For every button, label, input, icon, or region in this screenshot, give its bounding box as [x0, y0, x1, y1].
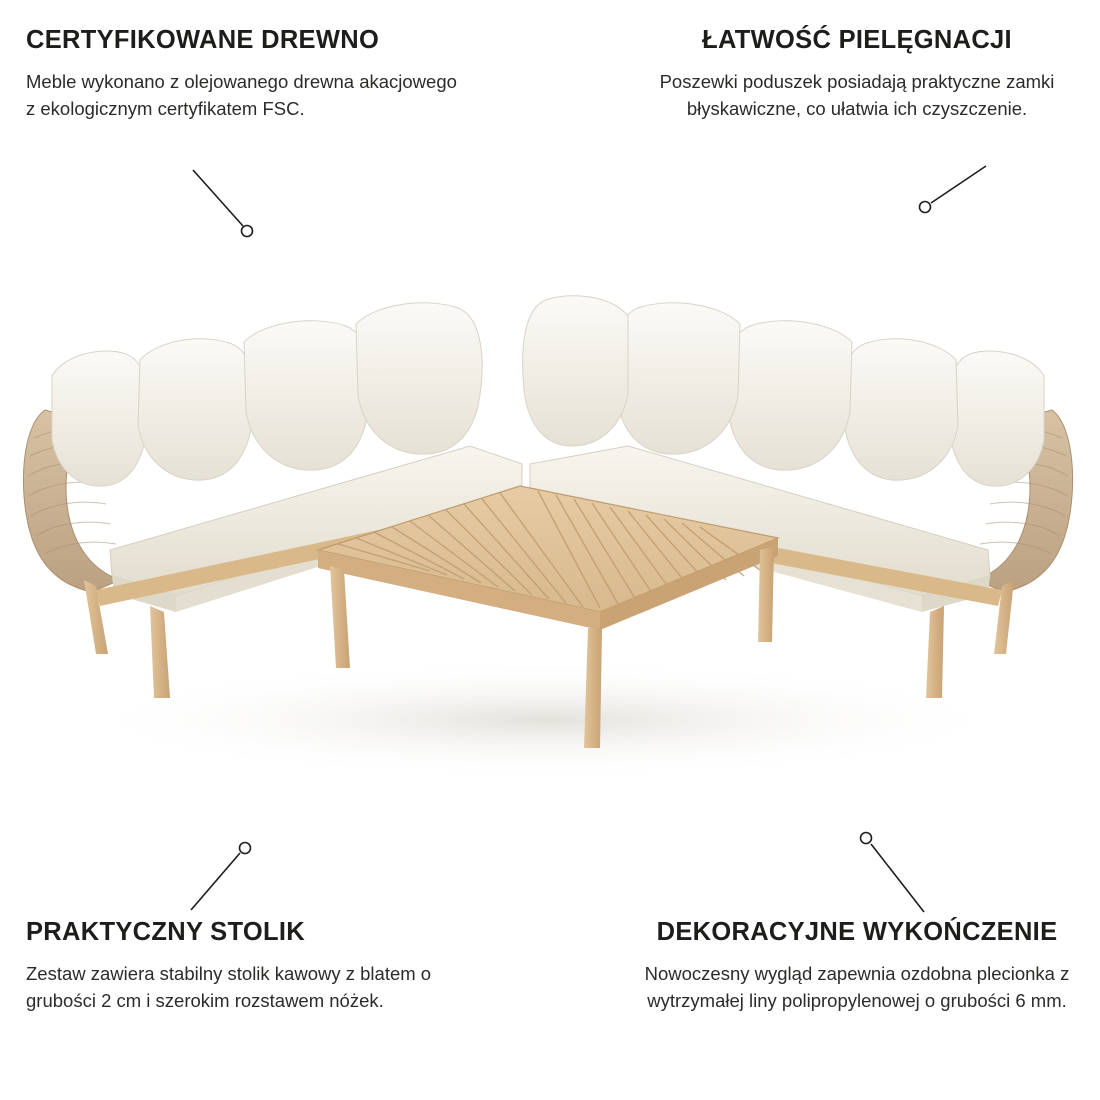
feature-title: CERTYFIKOWANE DREWNO: [26, 26, 380, 54]
table-leg-back-left: [330, 566, 350, 668]
feature-body: Meble wykonano z olejowanego drewna akacjowego z ekologicznym certyfikatem FSC.: [26, 71, 457, 119]
sofa-left-wing: [23, 303, 522, 698]
product-illustration: [0, 250, 1100, 810]
back-cushion-right-3: [726, 321, 852, 470]
feature-title: PRAKTYCZNY STOLIK: [26, 918, 306, 946]
back-cushion-left-2: [138, 339, 254, 480]
table-leg-front: [584, 628, 602, 748]
feature-body: Poszewki poduszek posiadają praktyczne zamki błyskawiczne, co ułatwia ich czyszczenie.: [659, 71, 1055, 119]
feature-practical-table: [26, 918, 496, 1014]
pointer-line-practical-table: [188, 838, 258, 918]
back-cushion-left-1: [52, 351, 149, 486]
pointer-line-easy-care: [912, 162, 992, 222]
leg-right-front: [926, 606, 944, 698]
feature-easy-care: [622, 26, 1092, 122]
feature-decorative-finish: [622, 918, 1092, 1014]
feature-body: Nowoczesny wygląd zapewnia ozdobna plecionka z wytrzymałej liny polipropylenowej o grubości 6 mm.: [644, 963, 1070, 1011]
back-cushion-left-4: [356, 303, 482, 454]
sofa-right-wing: [523, 296, 1073, 698]
back-cushion-right-1: [947, 351, 1044, 486]
leg-left-front: [150, 606, 170, 698]
feature-body: Zestaw zawiera stabilny stolik kawowy z blatem o grubości 2 cm i szerokim rozstawem nóżek.: [26, 963, 432, 1011]
back-cushion-right-4: [614, 303, 740, 454]
feature-certified-wood: [26, 26, 496, 122]
back-cushion-right-2: [842, 339, 958, 480]
feature-title: DEKORACYJNE WYKOŃCZENIE: [656, 918, 1058, 946]
pointer-line-decorative-finish: [852, 828, 932, 918]
product-image: [0, 250, 1100, 810]
pointer-line-certified-wood: [190, 166, 260, 246]
feature-title: ŁATWOŚĆ PIELĘGNACJI: [702, 26, 1012, 54]
table-leg-back-right: [758, 546, 774, 642]
floor-shadow: [75, 662, 1015, 778]
back-cushion-left-3: [244, 321, 370, 470]
back-cushion-corner: [523, 296, 628, 446]
